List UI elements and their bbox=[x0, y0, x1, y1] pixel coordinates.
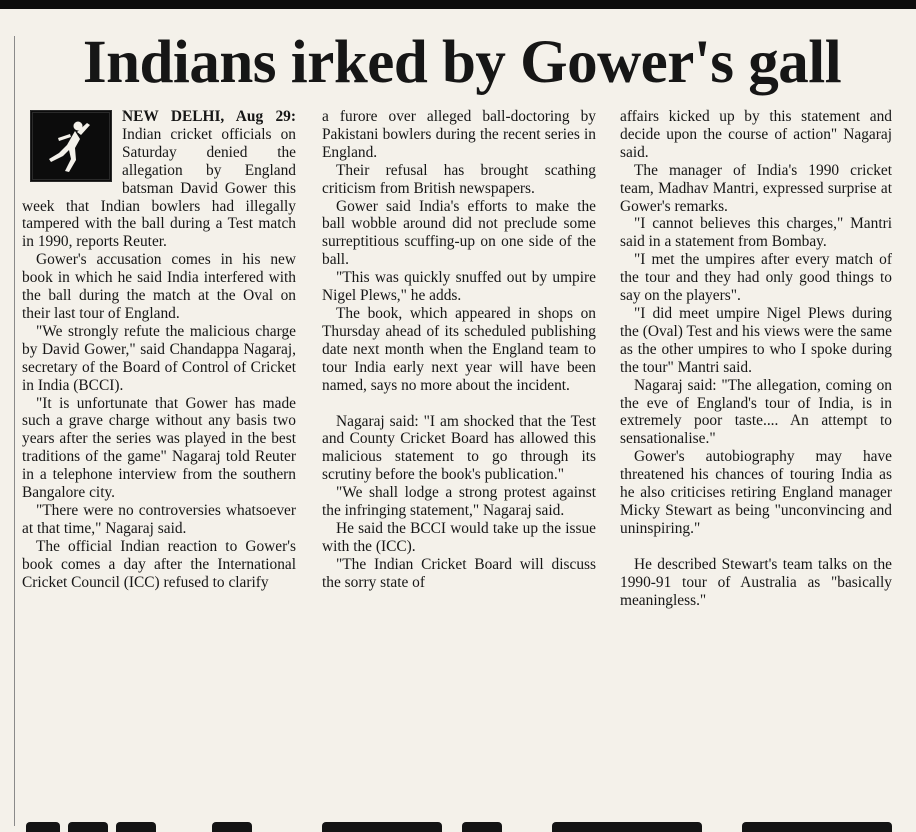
next-headline-fragment bbox=[22, 812, 902, 832]
paragraph: The book, which appeared in shops on Thursday ahead of its scheduled publishing date next month when the England team to tour India early next year will have been named, says no more about the incident. bbox=[322, 304, 596, 394]
paragraph: The official Indian reaction to Gower's book comes a day after the International Cricket Council (ICC) refused to clarify bbox=[22, 537, 296, 591]
lead-paragraph: NEW DELHI, Aug 29: Indian cricket officials on Saturday denied the allegation by England batsman David Gower this week that Indian bowlers had illegally tampered with the ball during a Test match in 1990, reports Reuter. bbox=[22, 108, 296, 251]
column-1 bbox=[22, 108, 296, 591]
column-2 bbox=[322, 108, 596, 592]
paragraph: Their refusal has brought scathing criticism from British newspapers. bbox=[322, 161, 596, 197]
top-rule bbox=[0, 0, 916, 9]
paragraph: Nagaraj said: "The allegation, coming on the eve of England's tour of India, is in extremely poor taste.... An attempt to sensationalise." bbox=[620, 376, 892, 448]
paragraph: "I met the umpires after every match of the tour and they had only good things to say on the players". bbox=[620, 251, 892, 305]
paragraph: "The Indian Cricket Board will discuss the sorry state of bbox=[322, 555, 596, 591]
cricket-bowler-icon bbox=[30, 110, 112, 182]
paragraph: He described Stewart's team talks on the 1990-91 tour of Australia as "basically meaningless." bbox=[620, 555, 892, 609]
paragraph: Gower's autobiography may have threatened his chances of touring India as he also criticises retiring England manager Micky Stewart as being "unconvincing and uninspiring." bbox=[620, 448, 892, 537]
paragraph: "It is unfortunate that Gower has made such a grave charge without any basis two years after the series was played in the best traditions of the game" Nagaraj told Reuter in a telephone interview from the southern Bangalore city. bbox=[22, 394, 296, 502]
paragraph: "This was quickly snuffed out by umpire Nigel Plews," he adds. bbox=[322, 269, 596, 305]
dateline: NEW DELHI, Aug 29: bbox=[122, 108, 296, 125]
paragraph: "We shall lodge a strong protest against the infringing statement," Nagaraj said. bbox=[322, 484, 596, 520]
paragraph: Gower said India's efforts to make the ball wobble around did not preclude some surreptitious scuffing-up on one side of the ball. bbox=[322, 197, 596, 269]
paragraph: The manager of India's 1990 cricket team, Madhav Mantri, expressed surprise at Gower's remarks. bbox=[620, 161, 892, 215]
paragraph: affairs kicked up by this statement and decide upon the course of action" Nagaraj said. bbox=[620, 108, 892, 161]
paragraph: a furore over alleged ball-doctoring by Pakistani bowlers during the recent series in England. bbox=[322, 108, 596, 161]
paragraph: "We strongly refute the malicious charge by David Gower," said Chandappa Nagaraj, secretary of the Board of Control of Cricket in India (BCCI). bbox=[22, 322, 296, 394]
paragraph: Gower's accusation comes in his new book in which he said India interfered with the ball during the match at the Oval on their last tour of England. bbox=[22, 251, 296, 322]
column-3 bbox=[620, 108, 892, 609]
paragraph: Nagaraj said: "I am shocked that the Test and County Cricket Board has allowed this malicious statement to go through its scrutiny before the book's publication." bbox=[322, 412, 596, 484]
headline: Indians irked by Gower's gall bbox=[82, 29, 842, 96]
paragraph: "I did meet umpire Nigel Plews during the (Oval) Test and his views were the same as the other umpires to who I spoke during the tour" Mantri said. bbox=[620, 304, 892, 376]
paragraph: "There were no controversies whatsoever at that time," Nagaraj said. bbox=[22, 501, 296, 537]
column-rule bbox=[14, 36, 15, 826]
paragraph: "I cannot believes this charges," Mantri said in a statement from Bombay. bbox=[620, 215, 892, 251]
paragraph: He said the BCCI would take up the issue with the (ICC). bbox=[322, 519, 596, 555]
